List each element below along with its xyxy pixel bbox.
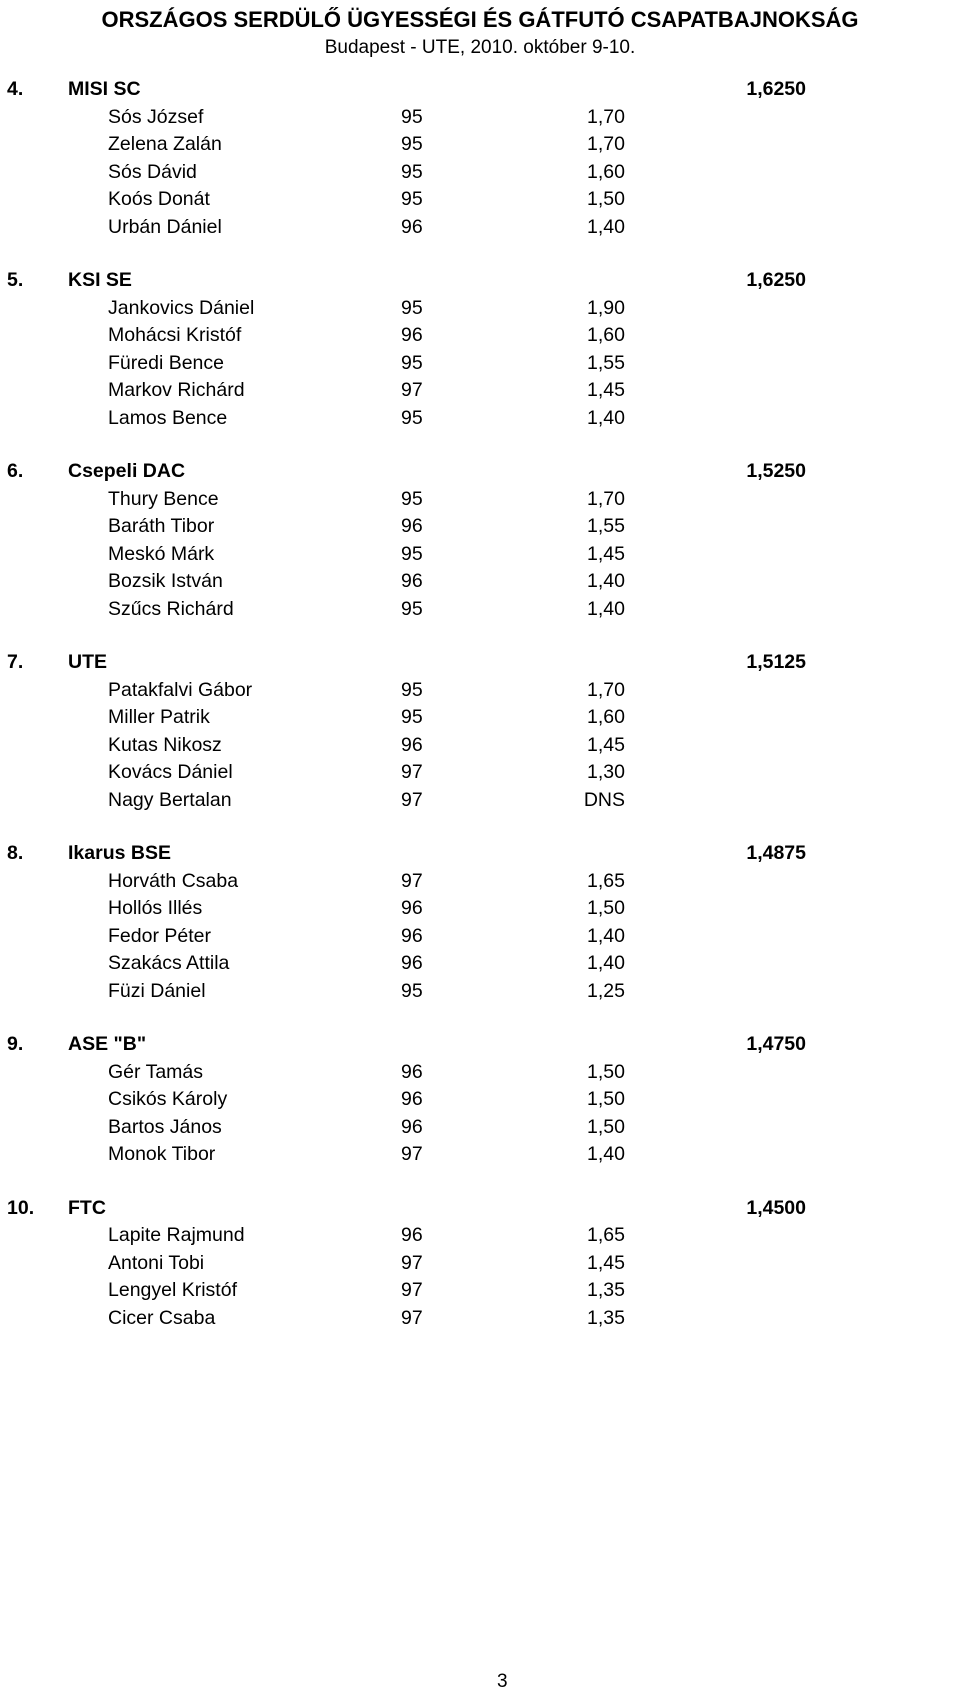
athlete-row <box>0 1116 960 1144</box>
athlete-birth-year: 95 <box>401 487 423 510</box>
results-list <box>0 78 960 1360</box>
athlete-name: Koós Donát <box>108 188 210 210</box>
athlete-name: Kutas Nikosz <box>108 733 222 756</box>
athlete-row <box>0 1307 960 1335</box>
athlete-result: 1,45 <box>587 379 625 401</box>
athlete-birth-year: 95 <box>401 979 423 1002</box>
team-score: 1,4500 <box>746 1196 806 1219</box>
athlete-birth-year: 95 <box>401 597 423 620</box>
athlete-name: Antoni Tobi <box>108 1251 205 1274</box>
athlete-birth-year: 95 <box>401 105 423 128</box>
team-block <box>0 78 960 243</box>
athlete-row <box>0 1224 960 1252</box>
athlete-row <box>0 761 960 789</box>
athlete-birth-year: 96 <box>401 1224 423 1246</box>
team-rank: 5. <box>7 269 24 291</box>
athlete-birth-year: 95 <box>401 706 423 728</box>
athlete-name: Baráth Tibor <box>108 515 215 537</box>
athlete-result: 1,55 <box>587 351 625 374</box>
team-header-row <box>0 78 960 106</box>
team-name: Csepeli DAC <box>68 460 186 482</box>
athlete-name: Lengyel Kristóf <box>108 1279 237 1301</box>
athlete-result: 1,50 <box>587 1060 625 1083</box>
athlete-name: Lamos Bence <box>108 406 228 429</box>
athlete-name: Sós Dávid <box>108 160 197 183</box>
athlete-birth-year: 96 <box>401 1060 423 1083</box>
team-rank: 6. <box>7 460 24 482</box>
athlete-result: 1,35 <box>587 1306 625 1329</box>
team-score: 1,5125 <box>746 651 806 673</box>
team-name: UTE <box>68 651 107 673</box>
athlete-name: Mohácsi Kristóf <box>108 324 242 346</box>
team-rank: 7. <box>7 651 24 673</box>
athlete-name: Füzi Dániel <box>108 979 206 1002</box>
athlete-name: Markov Richárd <box>108 379 245 401</box>
athlete-row <box>0 706 960 734</box>
athlete-row <box>0 980 960 1008</box>
team-score: 1,6250 <box>746 269 806 291</box>
athlete-row <box>0 161 960 189</box>
athlete-name: Horváth Csaba <box>108 869 239 892</box>
athlete-name: Csikós Károly <box>108 1088 228 1110</box>
team-name: FTC <box>68 1196 106 1219</box>
athlete-name: Zelena Zalán <box>108 133 222 155</box>
page-number: 3 <box>497 1671 508 1692</box>
athlete-result: 1,55 <box>587 515 625 537</box>
athlete-name: Bozsik István <box>108 570 223 592</box>
athlete-result: 1,40 <box>587 952 625 974</box>
athlete-row <box>0 297 960 325</box>
athlete-birth-year: 97 <box>401 1306 423 1329</box>
athlete-name: Sós József <box>108 105 204 128</box>
document-title: ORSZÁGOS SERDÜLŐ ÜGYESSÉGI ÉS GÁTFUTÓ CSAPATBAJNOKSÁG <box>101 7 859 32</box>
athlete-birth-year: 96 <box>401 1115 423 1138</box>
team-block <box>0 842 960 1007</box>
athlete-name: Cicer Csaba <box>108 1306 216 1329</box>
athlete-birth-year: 96 <box>401 215 423 238</box>
athlete-result: 1,40 <box>587 215 625 238</box>
athlete-result: 1,50 <box>587 897 625 919</box>
athlete-name: Kovács Dániel <box>108 761 233 783</box>
athlete-row <box>0 1252 960 1280</box>
athlete-result: 1,45 <box>587 733 625 756</box>
athlete-row <box>0 106 960 134</box>
athlete-name: Szűcs Richárd <box>108 597 234 620</box>
athlete-result: 1,65 <box>587 1224 625 1246</box>
athlete-row <box>0 188 960 216</box>
athlete-row <box>0 870 960 898</box>
athlete-result: 1,70 <box>587 487 625 510</box>
athlete-name: Patakfalvi Gábor <box>108 678 253 701</box>
athlete-row <box>0 133 960 161</box>
athlete-birth-year: 95 <box>401 406 423 429</box>
team-header-row <box>0 842 960 870</box>
athlete-result: 1,50 <box>587 1115 625 1138</box>
athlete-result: 1,30 <box>587 761 625 783</box>
athlete-row <box>0 1088 960 1116</box>
athlete-result: 1,45 <box>587 1251 625 1274</box>
team-block <box>0 1033 960 1171</box>
athlete-result: 1,60 <box>587 706 625 728</box>
athlete-result: 1,35 <box>587 1279 625 1301</box>
document-subtitle: Budapest - UTE, 2010. október 9-10. <box>324 37 636 58</box>
team-header-row <box>0 460 960 488</box>
athlete-birth-year: 96 <box>401 324 423 346</box>
athlete-birth-year: 97 <box>401 788 423 811</box>
athlete-birth-year: 96 <box>401 924 423 947</box>
athlete-birth-year: 97 <box>401 869 423 892</box>
athlete-result: 1,60 <box>587 160 625 183</box>
athlete-name: Bartos János <box>108 1115 222 1138</box>
athlete-result: 1,40 <box>587 597 625 620</box>
athlete-birth-year: 95 <box>401 542 423 565</box>
athlete-birth-year: 96 <box>401 733 423 756</box>
team-header-row <box>0 651 960 679</box>
athlete-birth-year: 95 <box>401 160 423 183</box>
athlete-row <box>0 352 960 380</box>
team-header-row <box>0 1033 960 1061</box>
athlete-name: Füredi Bence <box>108 351 224 374</box>
athlete-row <box>0 679 960 707</box>
athlete-birth-year: 95 <box>401 351 423 374</box>
athlete-birth-year: 97 <box>401 1251 423 1274</box>
team-rank: 9. <box>7 1033 24 1055</box>
athlete-birth-year: 96 <box>401 515 423 537</box>
team-header-row <box>0 269 960 297</box>
team-block <box>0 1197 960 1335</box>
team-name: Ikarus BSE <box>68 842 171 864</box>
athlete-birth-year: 95 <box>401 678 423 701</box>
team-score: 1,4750 <box>746 1033 806 1055</box>
athlete-name: Jankovics Dániel <box>108 296 255 319</box>
athlete-birth-year: 95 <box>401 133 423 155</box>
team-rank: 4. <box>7 78 24 100</box>
athlete-birth-year: 96 <box>401 897 423 919</box>
athlete-row <box>0 379 960 407</box>
athlete-result: 1,70 <box>587 678 625 701</box>
athlete-name: Gér Tamás <box>108 1060 204 1083</box>
athlete-result: 1,40 <box>587 406 625 429</box>
athlete-birth-year: 97 <box>401 1279 423 1301</box>
athlete-birth-year: 97 <box>401 761 423 783</box>
athlete-birth-year: 97 <box>401 1143 423 1165</box>
athlete-name: Miller Patrik <box>108 706 210 728</box>
athlete-row <box>0 598 960 626</box>
athlete-name: Lapite Rajmund <box>108 1224 245 1246</box>
athlete-result: DNS <box>583 788 625 811</box>
athlete-name: Meskó Márk <box>108 542 215 565</box>
athlete-row <box>0 952 960 980</box>
athlete-name: Hollós Illés <box>108 897 203 919</box>
athlete-birth-year: 95 <box>401 188 423 210</box>
team-name: MISI SC <box>68 78 141 100</box>
athlete-row <box>0 543 960 571</box>
athlete-result: 1,50 <box>587 188 625 210</box>
athlete-row <box>0 1061 960 1089</box>
athlete-result: 1,25 <box>587 979 625 1002</box>
athlete-result: 1,70 <box>587 105 625 128</box>
athlete-result: 1,65 <box>587 869 625 892</box>
athlete-result: 1,60 <box>587 324 625 346</box>
athlete-birth-year: 95 <box>401 296 423 319</box>
team-block <box>0 460 960 625</box>
team-block <box>0 651 960 816</box>
team-rank: 8. <box>7 842 24 864</box>
athlete-birth-year: 96 <box>401 570 423 592</box>
athlete-row <box>0 515 960 543</box>
athlete-row <box>0 734 960 762</box>
athlete-row <box>0 1143 960 1171</box>
team-name: ASE "B" <box>68 1033 147 1055</box>
team-score: 1,5250 <box>746 460 806 482</box>
athlete-name: Urbán Dániel <box>108 215 222 238</box>
athlete-row <box>0 789 960 817</box>
athlete-birth-year: 96 <box>401 1088 423 1110</box>
athlete-birth-year: 97 <box>401 379 423 401</box>
athlete-result: 1,45 <box>587 542 625 565</box>
athlete-row <box>0 1279 960 1307</box>
athlete-name: Fedor Péter <box>108 924 211 947</box>
athlete-row <box>0 488 960 516</box>
athlete-name: Szakács Attila <box>108 952 230 974</box>
athlete-result: 1,40 <box>587 1143 625 1165</box>
athlete-result: 1,50 <box>587 1088 625 1110</box>
athlete-row <box>0 216 960 244</box>
athlete-row <box>0 897 960 925</box>
athlete-name: Thury Bence <box>108 487 219 510</box>
athlete-birth-year: 96 <box>401 952 423 974</box>
athlete-result: 1,40 <box>587 570 625 592</box>
team-block <box>0 269 960 434</box>
team-header-row <box>0 1197 960 1225</box>
athlete-row <box>0 407 960 435</box>
team-score: 1,6250 <box>746 78 806 100</box>
athlete-name: Nagy Bertalan <box>108 788 232 811</box>
athlete-row <box>0 324 960 352</box>
athlete-result: 1,90 <box>587 296 625 319</box>
athlete-name: Monok Tibor <box>108 1143 216 1165</box>
athlete-row <box>0 925 960 953</box>
athlete-result: 1,40 <box>587 924 625 947</box>
team-rank: 10. <box>7 1196 35 1219</box>
team-name: KSI SE <box>68 269 132 291</box>
athlete-result: 1,70 <box>587 133 625 155</box>
athlete-row <box>0 570 960 598</box>
team-score: 1,4875 <box>746 842 806 864</box>
